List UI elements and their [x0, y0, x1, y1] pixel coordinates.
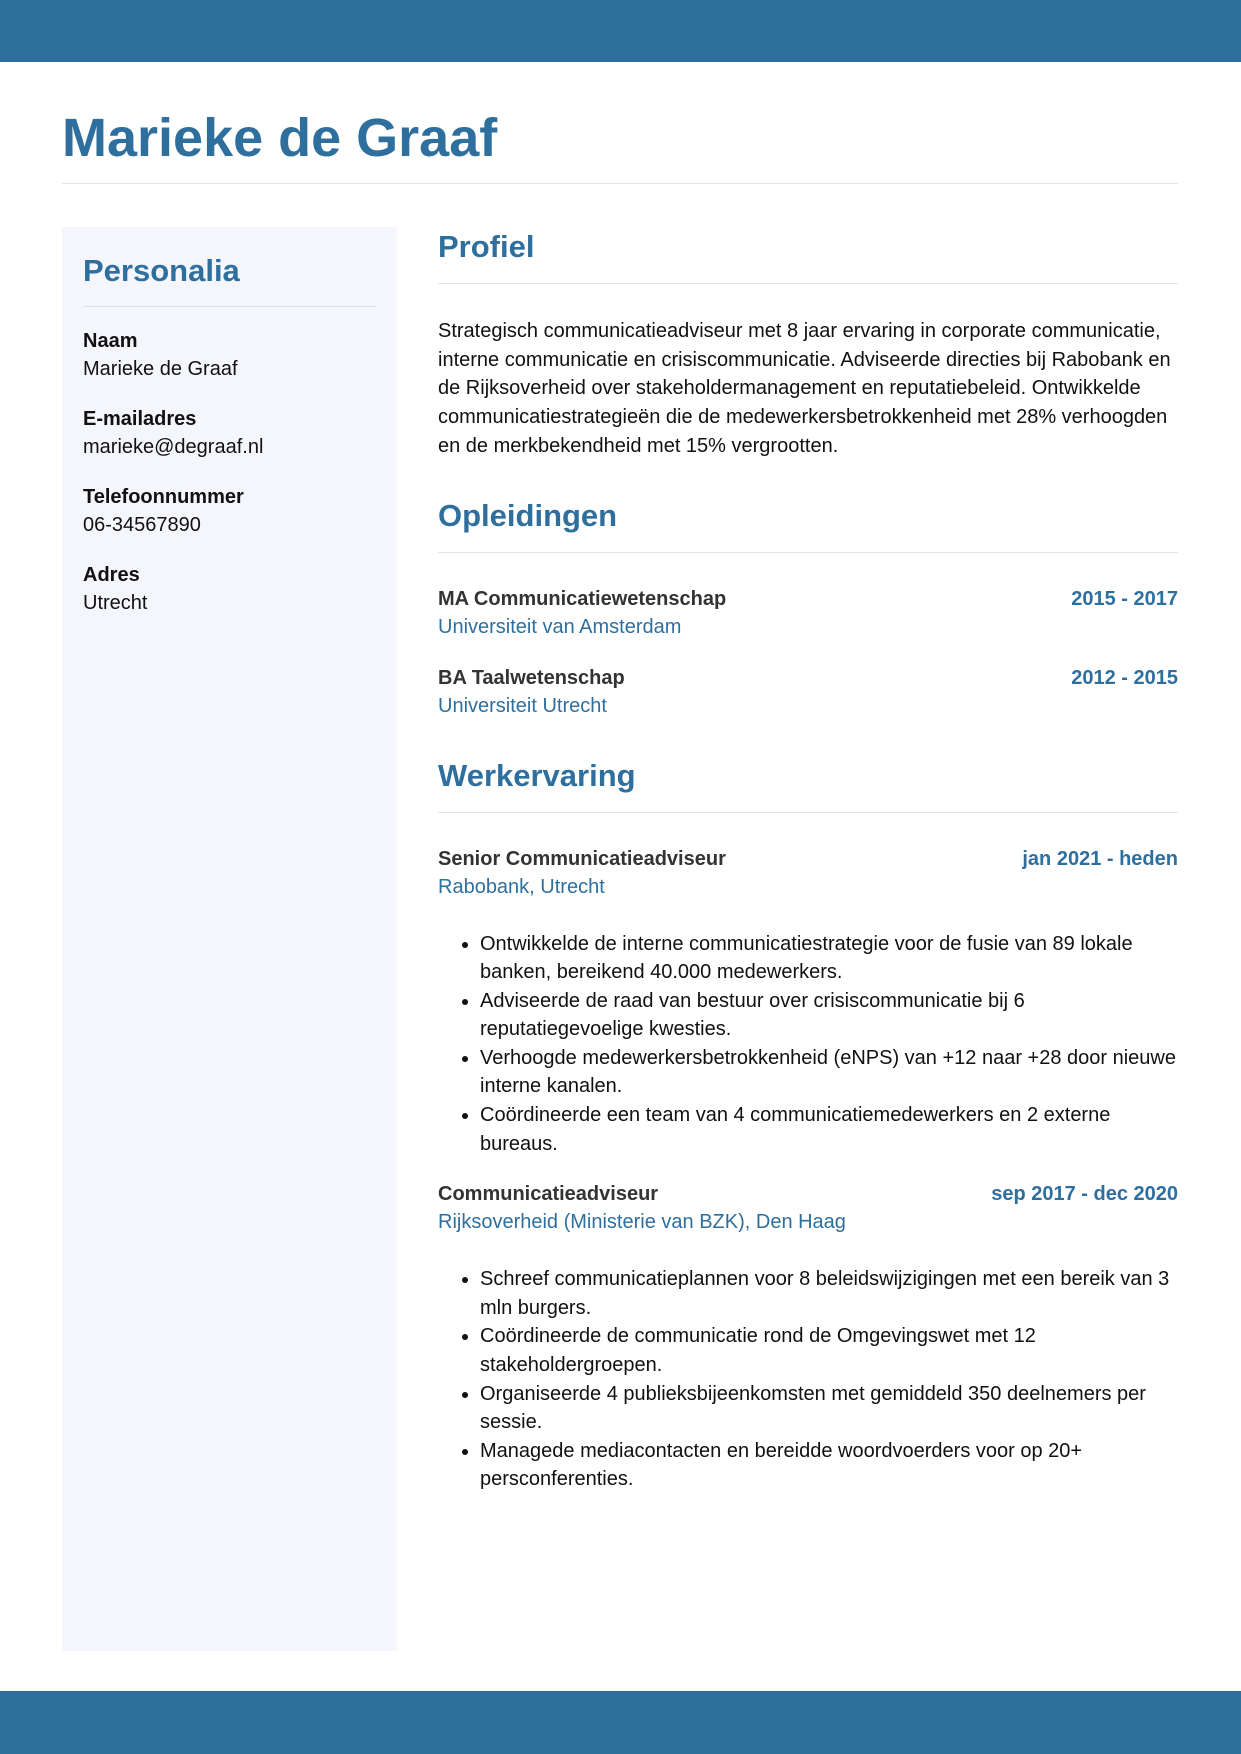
job-organization: Rabobank, Utrecht	[438, 875, 605, 898]
job-role: Communicatieadviseur	[438, 1183, 659, 1206]
degree-title: MA Communicatiewetenschap	[438, 587, 727, 610]
achievement-item: • Adviseerde de raad van bestuur over crisiscommunicatie bij 6 reputatiegevoelige kwesties.	[480, 987, 1178, 1044]
field-label: E-mailadres	[83, 408, 197, 430]
education-dates: 2012 - 2015	[1071, 666, 1178, 689]
education-dates: 2015 - 2017	[1071, 587, 1178, 610]
footer-band	[0, 1691, 1241, 1754]
field-phone	[83, 483, 376, 539]
school-name: Universiteit Utrecht	[438, 694, 607, 717]
job-role: Senior Communicatieadviseur	[438, 847, 726, 870]
education-section	[438, 493, 1178, 721]
school-name: Universiteit van Amsterdam	[438, 615, 682, 638]
section-title-work: Werkervaring	[438, 753, 1178, 813]
job-entry	[438, 845, 1178, 1159]
candidate-name: Marieke de Graaf	[62, 108, 498, 168]
achievement-item: • Managede mediacontacten en bereidde woordvoerders voor op 20+ persconferenties.	[480, 1437, 1178, 1494]
job-achievements	[438, 1265, 1178, 1494]
name-divider	[62, 183, 1178, 184]
education-entry	[438, 585, 1178, 642]
profile-section	[438, 224, 1178, 461]
field-value: marieke@degraaf.nl	[83, 436, 264, 458]
field-value: 06-34567890	[83, 514, 201, 536]
field-label: Naam	[83, 330, 138, 352]
field-address	[83, 561, 376, 617]
achievement-item: • Coördineerde de communicatie rond de Omgevingswet met 12 stakeholdergroepen.	[480, 1322, 1178, 1379]
work-section	[438, 753, 1178, 1495]
field-label: Adres	[83, 564, 140, 586]
section-title-profile: Profiel	[438, 224, 1178, 284]
header-band	[0, 0, 1241, 62]
degree-title: BA Taalwetenschap	[438, 666, 625, 689]
achievement-item: • Schreef communicatieplannen voor 8 beleidswijzigingen met een bereik van 3 mln burgers.	[480, 1265, 1178, 1322]
sidebar-title: Personalia	[83, 250, 376, 307]
personal-details-sidebar	[62, 227, 397, 1651]
job-organization: Rijksoverheid (Ministerie van BZK), Den Haag	[438, 1211, 846, 1234]
main-content	[438, 224, 1178, 1494]
profile-text: Strategisch communicatieadviseur met 8 jaar ervaring in corporate communicatie, interne communicatie en crisiscommunicatie. Adviseerde directies bij Rabobank en de Rijksoverheid over stakeholdermanagement en reputatiebeleid. Ontwikkelde communicatiestrategieën die de medewerkersbetrokkenheid met 28% verhoogden en de merkbekendheid met 15% vergrootten.	[438, 320, 1171, 457]
achievement-item: • Verhoogde medewerkersbetrokkenheid (eNPS) van +12 naar +28 door nieuwe interne kanalen.	[480, 1044, 1178, 1101]
field-name	[83, 327, 376, 383]
field-email	[83, 405, 376, 461]
education-entry	[438, 664, 1178, 721]
job-dates: jan 2021 - heden	[1022, 847, 1178, 870]
job-achievements	[438, 930, 1178, 1159]
job-entry	[438, 1180, 1178, 1494]
field-value: Utrecht	[83, 592, 148, 614]
achievement-item: • Organiseerde 4 publieksbijeenkomsten met gemiddeld 350 deelnemers per sessie.	[480, 1380, 1178, 1437]
section-title-education: Opleidingen	[438, 493, 1178, 553]
field-label: Telefoonnummer	[83, 486, 244, 508]
achievement-item: • Ontwikkelde de interne communicatiestrategie voor de fusie van 89 lokale banken, bereikend 40.000 medewerkers.	[480, 930, 1178, 987]
job-dates: sep 2017 - dec 2020	[991, 1183, 1178, 1206]
field-value: Marieke de Graaf	[83, 358, 238, 380]
achievement-item: • Coördineerde een team van 4 communicatiemedewerkers en 2 externe bureaus.	[480, 1101, 1178, 1158]
